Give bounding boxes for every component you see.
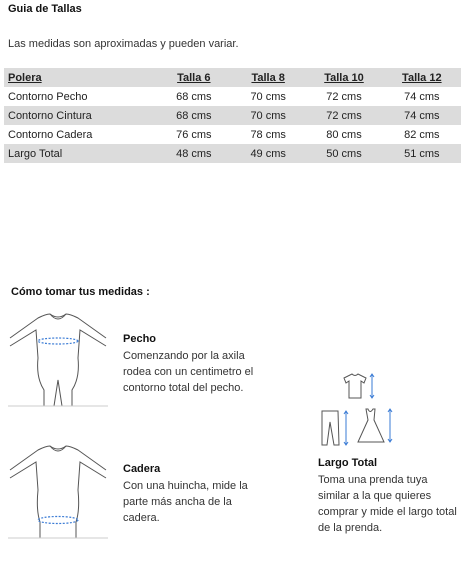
table-cell: 48 cms (176, 147, 212, 160)
length-line: Toma una prenda tuya (318, 474, 428, 486)
chest-line: contorno total del pecho. (123, 382, 244, 394)
table-cell: 50 cms (326, 147, 362, 160)
torso-chest-icon (8, 308, 108, 408)
table-row (4, 144, 461, 163)
hip-title: Cadera (123, 463, 161, 475)
column-header: Talla 6 (177, 71, 211, 84)
table-cell: 70 cms (250, 90, 286, 103)
tshirt-icon (340, 372, 378, 402)
length-line: similar a la que quieres (318, 490, 432, 502)
table-cell: 72 cms (326, 109, 362, 122)
page-subtitle: Las medidas son aproximadas y pueden variar. (8, 38, 239, 50)
torso-hip-icon (8, 440, 108, 540)
table-cell: Contorno Cadera (8, 128, 93, 141)
table-cell: 80 cms (326, 128, 362, 141)
table-cell: 74 cms (404, 90, 440, 103)
table-cell: Largo Total (8, 147, 63, 160)
table-header-row (4, 68, 461, 87)
table-cell: Contorno Pecho (8, 90, 88, 103)
table-cell: 78 cms (250, 128, 286, 141)
table-cell: 68 cms (176, 109, 212, 122)
chest-line: Comenzando por la axila (123, 350, 245, 362)
dress-icon (354, 406, 396, 448)
table-row (4, 106, 461, 125)
chest-line: rodea con un centimetro el (123, 366, 254, 378)
hip-line: cadera. (123, 512, 160, 524)
column-header: Talla 8 (251, 71, 285, 84)
column-header: Polera (8, 71, 42, 84)
size-table (4, 68, 461, 163)
table-row (4, 87, 461, 106)
table-cell: 76 cms (176, 128, 212, 141)
table-cell: 68 cms (176, 90, 212, 103)
chest-title: Pecho (123, 333, 157, 345)
table-row (4, 125, 461, 144)
table-cell: 51 cms (404, 147, 440, 160)
hip-instructions (123, 478, 248, 526)
hip-line: parte más ancha de la (123, 496, 232, 508)
column-header: Talla 10 (324, 71, 364, 84)
table-cell: 74 cms (404, 109, 440, 122)
length-instructions (318, 472, 457, 536)
page-title: Guia de Tallas (8, 3, 82, 15)
length-title: Largo Total (318, 457, 378, 469)
table-cell: 49 cms (250, 147, 286, 160)
hip-line: Con una huincha, mide la (123, 480, 248, 492)
table-cell: 82 cms (404, 128, 440, 141)
table-cell: 72 cms (326, 90, 362, 103)
length-line: de la prenda. (318, 522, 383, 534)
table-cell: Contorno Cintura (8, 109, 92, 122)
column-header: Talla 12 (402, 71, 442, 84)
length-line: comprar y mide el largo total (318, 506, 457, 518)
table-cell: 70 cms (250, 109, 286, 122)
section-title: Cómo tomar tus medidas : (11, 286, 150, 298)
chest-instructions (123, 348, 253, 396)
pants-icon (318, 408, 354, 448)
